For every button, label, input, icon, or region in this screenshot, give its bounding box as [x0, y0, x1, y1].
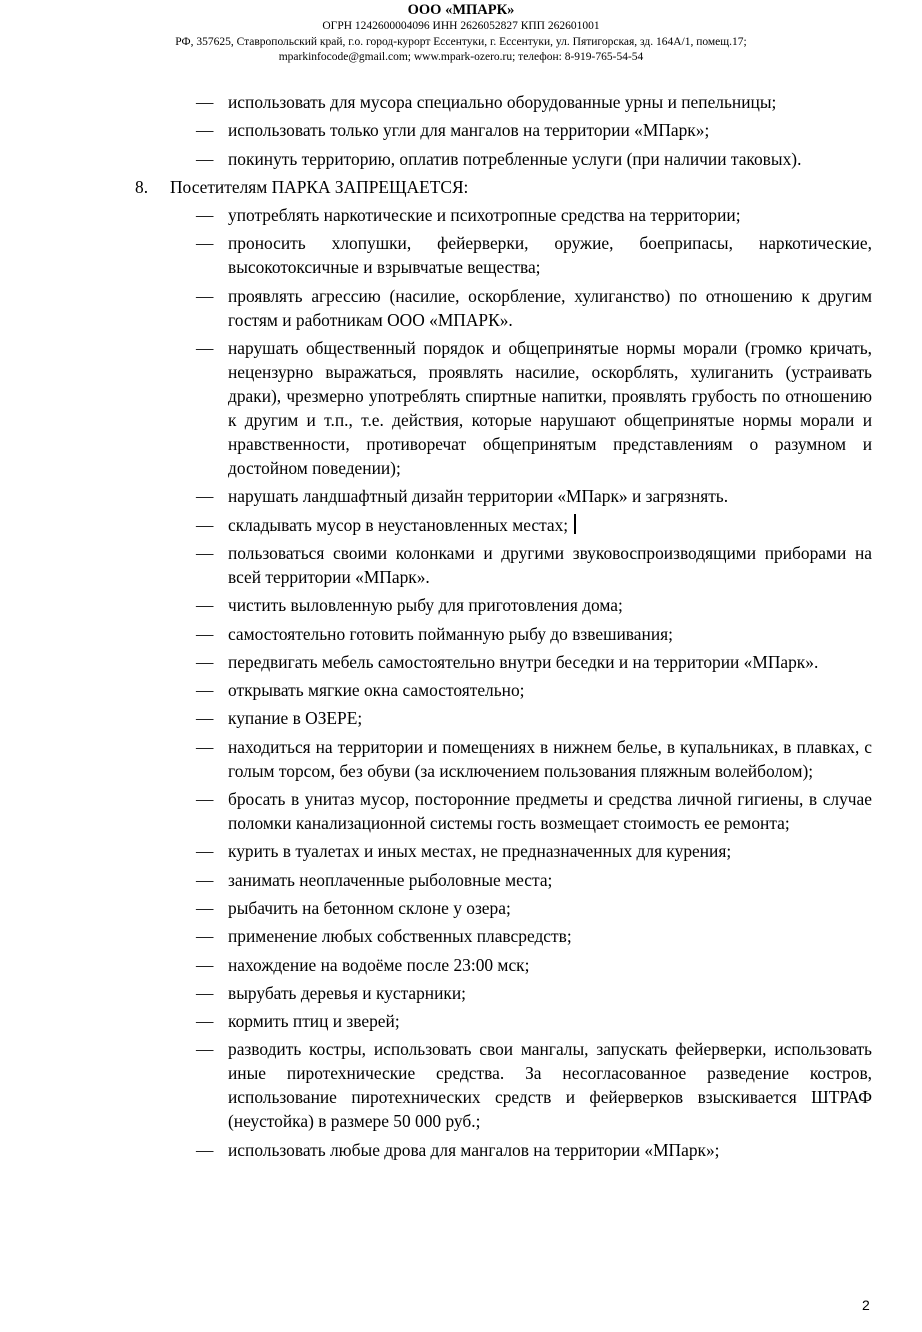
list-item-text: находиться на территории и помещениях в нижнем белье, в купальниках, в плавках, с голым торсом, без обуви (за исключением пользования пляжным волейболом);: [228, 736, 872, 781]
list-item: [0, 868, 872, 892]
dash-bullet: —: [196, 285, 214, 306]
list-item-text: передвигать мебель самостоятельно внутри беседки и на территории «МПарк».: [228, 651, 819, 672]
list-item-text: проносить хлопушки, фейерверки, оружие, боеприпасы, наркотические, высокотоксичные и взрывчатые вещества;: [228, 233, 872, 278]
list-item-text: употреблять наркотические и психотропные средства на территории;: [228, 205, 741, 226]
list-item-text: пользоваться своими колонками и другими звуковоспроизводящими приборами на всей территории «МПарк».: [228, 542, 872, 587]
list-item-text: открывать мягкие окна самостоятельно;: [228, 680, 525, 701]
dash-bullet: —: [196, 514, 214, 535]
dash-bullet: —: [196, 841, 214, 862]
list-item: [0, 203, 872, 227]
list-item-text: использовать только угли для мангалов на территории «МПарк»;: [228, 120, 710, 141]
list-item-text: нахождение на водоёме после 23:00 мск;: [228, 954, 530, 975]
list-item: [0, 787, 872, 835]
list-item-text: разводить костры, использовать свои мангалы, запускать фейерверки, использовать иные пиротехнические средства. За несогласованное разведение костров, использование пиротехнических средств и фейерверков взыскивается ШТРАФ (неустойка) в размере 50 000 руб.;: [228, 1039, 872, 1132]
dash-bullet: —: [196, 651, 214, 672]
list-item-text: чистить выловленную рыбу для приготовления дома;: [228, 595, 623, 616]
dash-bullet: —: [196, 623, 214, 644]
list-item: [0, 953, 872, 977]
dash-bullet: —: [196, 338, 214, 359]
dash-bullet: —: [196, 120, 214, 141]
list-item-text: рыбачить на бетонном склоне у озера;: [228, 897, 511, 918]
list-item: [0, 678, 872, 702]
org-name: ООО «МПАРК»: [407, 2, 515, 18]
list-item: [0, 284, 872, 332]
registration-line: ОГРН 1242600004096 ИНН 2626052827 КПП 262601001: [322, 20, 600, 32]
list-item: [0, 118, 872, 142]
address-line: РФ, 357625, Ставропольский край, г.о. город-курорт Ессентуки, г. Ессентуки, ул. Пятигорская, зд. 164А/1, помещ.17;: [175, 35, 747, 48]
dash-bullet: —: [196, 869, 214, 890]
list-item: [0, 622, 872, 646]
list-item-text: нарушать общественный порядок и общепринятые нормы морали (громко кричать, нецензурно выражаться, проявлять насилие, оскорблять, хулиганить (устраивать драки), чрезмерно употреблять спиртные напитки, проявлять грубость по отношению к другим и т.п., т.е. действия, которые нарушают общепринятые нормы морали и нравственности, противоречат общепринятым представлениям о разумном и достойном поведении);: [228, 338, 872, 479]
section-number: 8.: [135, 176, 149, 197]
list-item-text: бросать в унитаз мусор, посторонние предметы и средства личной гигиены, в случае поломки канализационной системы гость возмещает стоимость ее ремонта;: [228, 789, 872, 834]
dash-bullet: —: [196, 897, 214, 918]
dash-bullet: —: [196, 926, 214, 947]
dash-bullet: —: [196, 233, 214, 254]
letterhead: [0, 2, 922, 66]
list-item: [0, 896, 872, 920]
dash-bullet: —: [196, 1039, 214, 1060]
list-item-text: самостоятельно готовить пойманную рыбу до взвешивания;: [228, 623, 673, 644]
list-item: [0, 147, 872, 171]
list-item-text: кормить птиц и зверей;: [228, 1011, 400, 1032]
list-item: [0, 706, 872, 730]
list-item-text: проявлять агрессию (насилие, оскорбление, хулиганство) по отношению к другим гостям и работникам ООО «МПАРК».: [228, 285, 872, 330]
dash-bullet: —: [196, 205, 214, 226]
page-number: 2: [862, 1297, 870, 1313]
list-item: [0, 541, 872, 589]
section-8-heading: [0, 175, 872, 199]
list-item: [0, 336, 872, 480]
dash-bullet: —: [196, 1139, 214, 1160]
list-item: [0, 1138, 872, 1162]
dash-bullet: —: [196, 736, 214, 757]
text-cursor: [574, 514, 576, 534]
list-item: [0, 735, 872, 783]
dash-bullet: —: [196, 92, 214, 112]
list-item: [0, 981, 872, 1005]
list-item: [0, 1009, 872, 1033]
list-item-text: курить в туалетах и иных местах, не предназначенных для курения;: [228, 841, 732, 862]
dash-bullet: —: [196, 542, 214, 563]
section-title: Посетителям ПАРКА ЗАПРЕЩАЕТСЯ:: [170, 176, 469, 197]
dash-bullet: —: [196, 1011, 214, 1032]
dash-bullet: —: [196, 708, 214, 729]
list-item-text: нарушать ландшафтный дизайн территории «МПарк» и загрязнять.: [228, 486, 729, 507]
intro-list: [0, 90, 922, 171]
list-item: [0, 593, 872, 617]
list-item-text: применение любых собственных плавсредств;: [228, 926, 572, 947]
document-body[interactable]: [0, 90, 922, 1166]
list-item: [0, 1037, 872, 1133]
dash-bullet: —: [196, 789, 214, 810]
list-item-text: использовать любые дрова для мангалов на территории «МПарк»;: [228, 1139, 720, 1160]
list-item: [0, 484, 872, 508]
list-item-text: купание в ОЗЕРЕ;: [228, 708, 363, 729]
list-item: [0, 513, 872, 537]
dash-bullet: —: [196, 982, 214, 1003]
list-item: [0, 231, 872, 279]
dash-bullet: —: [196, 595, 214, 616]
list-item: [0, 90, 872, 114]
list-item: [0, 924, 872, 948]
list-item: [0, 650, 872, 674]
list-item-text: занимать неоплаченные рыболовные места;: [228, 869, 553, 890]
dash-bullet: —: [196, 680, 214, 701]
list-item-text: покинуть территорию, оплатив потребленные услуги (при наличии таковых).: [228, 148, 802, 169]
list-item-text: складывать мусор в неустановленных местах;: [228, 514, 569, 535]
contacts-line: mparkinfocode@gmail.com; www.mpark-ozero.ru; телефон: 8-919-765-54-54: [278, 51, 644, 63]
dash-bullet: —: [196, 954, 214, 975]
dash-bullet: —: [196, 148, 214, 169]
list-item-text: вырубать деревья и кустарники;: [228, 982, 466, 1003]
dash-bullet: —: [196, 486, 214, 507]
list-item: [0, 839, 872, 863]
prohibitions-list: [0, 203, 922, 1162]
list-item-text: использовать для мусора специально оборудованные урны и пепельницы;: [228, 92, 777, 112]
